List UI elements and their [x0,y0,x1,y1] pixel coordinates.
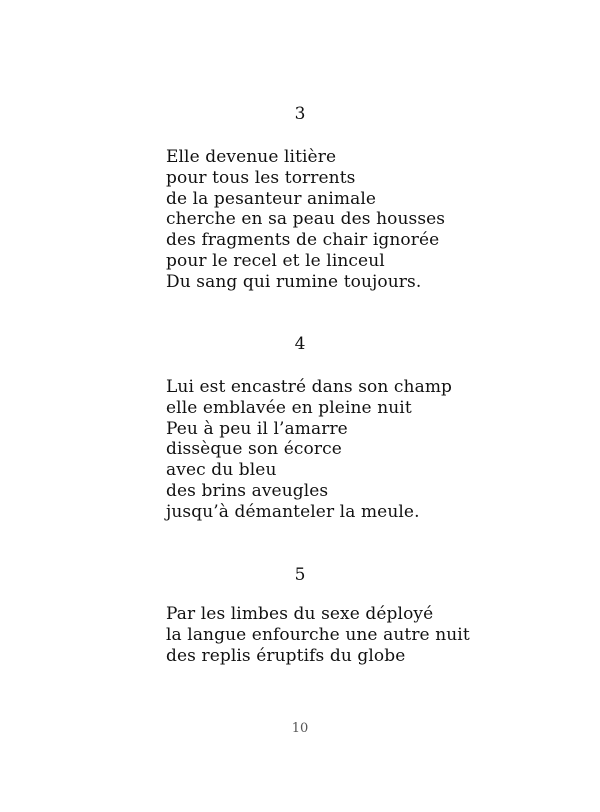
verse-line: Du sang qui rumine toujours. [166,271,422,292]
verse-line: de la pesanteur animale [166,188,377,209]
section-number-5: 5 [294,565,306,585]
verse-line: des replis éruptifs du globe [166,645,406,666]
stanza-5 [166,604,566,666]
verse-line: pour le recel et le linceul [166,250,385,271]
verse-line: des brins aveugles [166,480,329,501]
section-number-3: 3 [294,104,306,124]
verse-line: Lui est encastré dans son champ [166,377,453,397]
page-number: 10 [291,721,309,736]
verse-line: Elle devenue litière [166,147,337,167]
verse-line: pour tous les torrents [166,167,356,188]
verse-line: Peu à peu il l’amarre [166,418,348,439]
verse-line: elle emblavée en pleine nuit [166,397,412,418]
verse-line: la langue enfourche une autre nuit [166,624,470,645]
section-number-4: 4 [294,334,306,354]
verse-line: dissèque son écorce [166,439,342,460]
verse-line: avec du bleu [166,460,277,481]
verse-line: Par les limbes du sexe déployé [166,604,434,624]
stanza-3 [166,147,566,293]
verse-line: jusqu’à démanteler la meule. [166,501,420,522]
verse-line: des fragments de chair ignorée [166,230,440,251]
stanza-4 [166,377,566,523]
verse-line: cherche en sa peau des housses [166,209,446,230]
